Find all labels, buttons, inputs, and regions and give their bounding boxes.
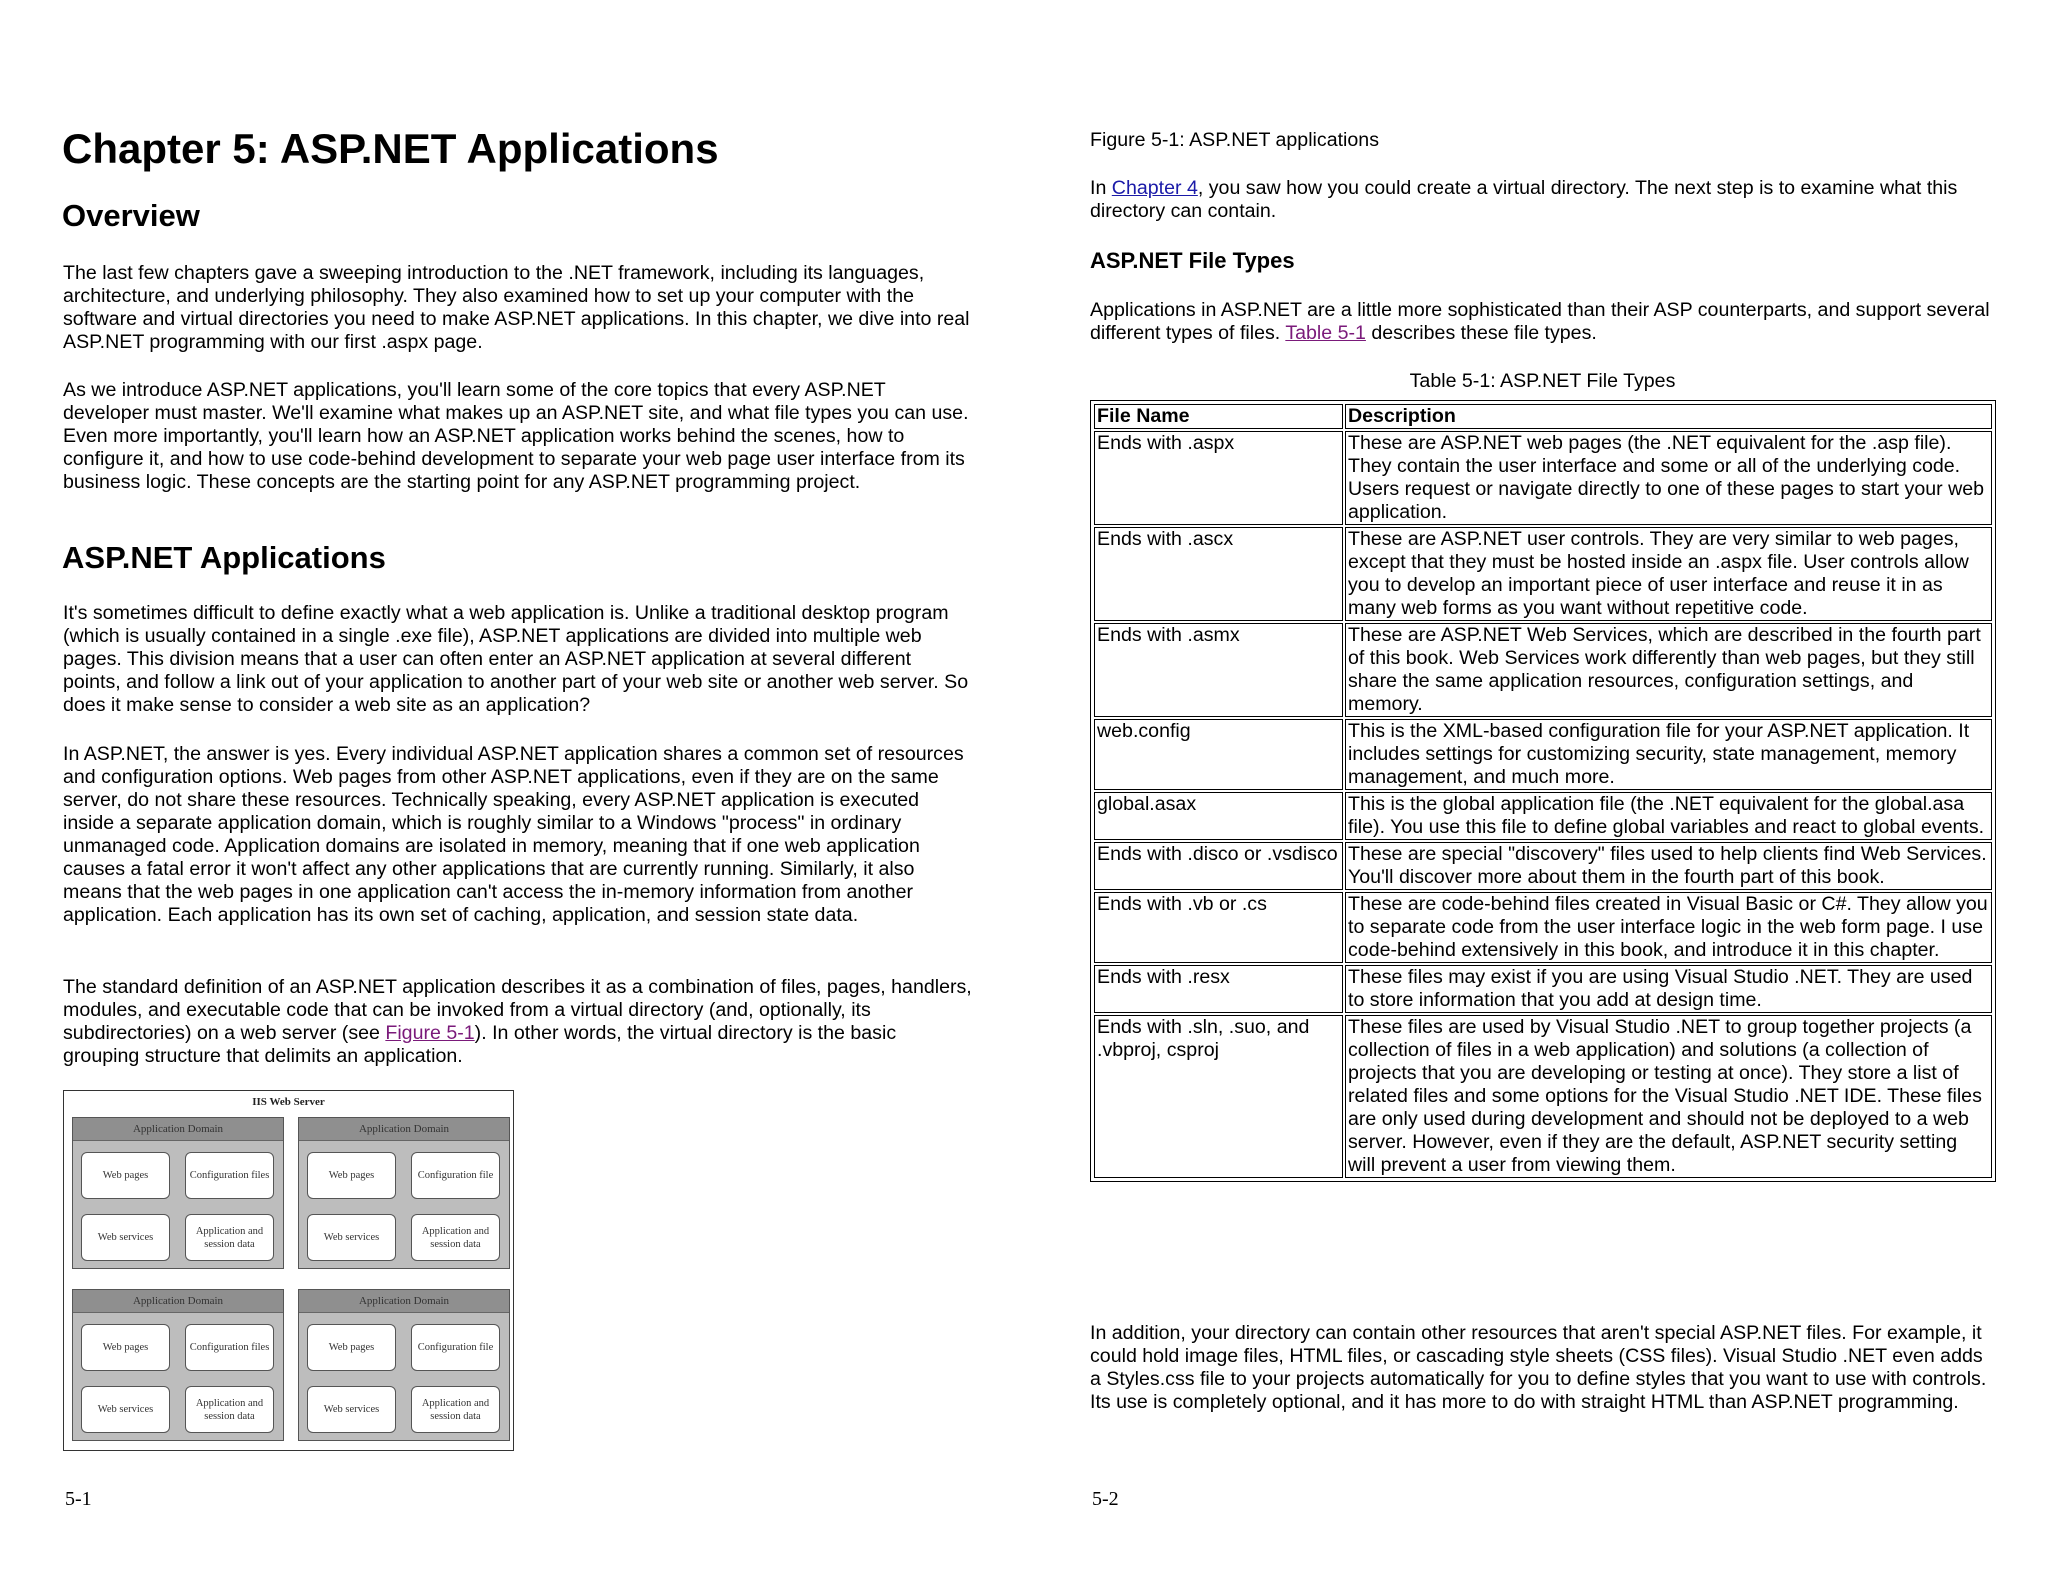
paragraph-text: ). In other words, the virtual directory is the basic grouping structure that delimits an application. (63, 1022, 897, 1067)
paragraph-text: In (1090, 177, 1112, 199)
description-cell: These files are used by Visual Studio .NET to group together projects (a collection of files in a web application) and solutions (a collection of projects that you are developing or testing at once). They store a list of related files and some options for the Visual Studio .NET IDE. These files are only used during development and should not be deployed to a web server. However, even if they are the default, ASP.NET security setting will prevent a user from viewing them. (1345, 1015, 1992, 1178)
web-services-box: Web services (81, 1214, 170, 1261)
file-name-cell: Ends with .sln, .suo, and .vbproj, csproj (1094, 1015, 1343, 1178)
configuration-box: Configuration files (185, 1324, 274, 1371)
description-cell: These are code-behind files created in Visual Basic or C#. They allow you to separate code from the user interface logic in the web form page. I use code-behind extensively in this book, and introduce it in this chapter. (1345, 892, 1992, 963)
closing-paragraph: In addition, your directory can contain other resources that aren't special ASP.NET files. For example, it could hold image files, HTML files, or cascading style sheets (CSS files). Visual Studio .NET even adds a Styles.css file to your projects automatically for you to define styles that you want to use with controls. Its use is completely optional, and it has more to do with straight HTML than ASP.NET programming. (1090, 1322, 1987, 1413)
file-types-heading: ASP.NET File Types (1090, 248, 1295, 273)
applications-heading: ASP.NET Applications (62, 540, 386, 575)
column-header-description: Description (1345, 404, 1992, 429)
description-cell: These are ASP.NET user controls. They are very similar to web pages, except that they must be hosted inside an .aspx file. User controls allow you to develop an important piece of user interface and reuse it in as many web forms as you want without repetitive code. (1345, 527, 1992, 621)
table-row (1093, 622, 1993, 718)
table-row (1093, 964, 1993, 1014)
table-row (1093, 718, 1993, 791)
application-domain (298, 1117, 510, 1269)
intro-paragraph (1090, 177, 1990, 223)
session-data-box: Application and session data (185, 1214, 274, 1261)
web-pages-box: Web pages (81, 1324, 170, 1371)
file-name-cell: web.config (1094, 719, 1343, 790)
description-cell: These are special "discovery" files used to help clients find Web Services. You'll discover more about them in the fourth part of this book. (1345, 842, 1992, 890)
table-row (1093, 791, 1993, 841)
application-domain (298, 1289, 510, 1441)
table-5-1-link[interactable]: Table 5-1 (1285, 322, 1366, 344)
overview-paragraph-2: As we introduce ASP.NET applications, you'll learn some of the core topics that every ASP.NET developer must master. We'll examine what makes up an ASP.NET site, and what file types you can use. Even more importantly, you'll learn how an ASP.NET application works behind the scenes, how to configure it, and how to use code-behind development to separate your web page user interface from its business logic. These concepts are the starting point for any ASP.NET programming project. (63, 379, 969, 493)
table-row (1093, 526, 1993, 622)
description-cell: These are ASP.NET web pages (the .NET equivalent for the .asp file). They contain the user interface and some or all of the underlying code. Users request or navigate directly to one of these pages to start your web application. (1345, 431, 1992, 525)
description-cell: This is the XML-based configuration file for your ASP.NET application. It includes settings for customizing security, state management, memory management, and much more. (1345, 719, 1992, 790)
paragraph-text: describes these file types. (1365, 322, 1597, 344)
page-number: 5-1 (65, 1488, 92, 1510)
column-header-file-name: File Name (1094, 404, 1343, 429)
file-types-paragraph (1090, 299, 1990, 345)
web-pages-box: Web pages (307, 1324, 396, 1371)
diagram-title: IIS Web Server (252, 1096, 325, 1108)
table-header-row (1093, 403, 1993, 430)
application-domain-title: Application Domain (299, 1118, 509, 1141)
description-cell: This is the global application file (the .NET equivalent for the global.asa file). You use this file to define global variables and react to global events. (1345, 792, 1992, 840)
web-pages-box: Web pages (307, 1152, 396, 1199)
file-name-cell: Ends with .asmx (1094, 623, 1343, 717)
paragraph-text: Applications in ASP.NET are a little more sophisticated than their ASP counterparts, and support several different types of files. (1090, 299, 1990, 344)
figure-caption: Figure 5-1: ASP.NET applications (1090, 129, 1379, 151)
table-row (1093, 430, 1993, 526)
web-pages-box: Web pages (81, 1152, 170, 1199)
configuration-box: Configuration file (411, 1152, 500, 1199)
applications-paragraph-1: It's sometimes difficult to define exactly what a web application is. Unlike a traditional desktop program (which is usually contained in a single .exe file), ASP.NET applications are divided into multiple web pages. This division means that a user can often enter an ASP.NET application at several different points, and follow a link out of your application to another part of your web site or another web server. So does it make sense to consider a web site as an application? (63, 602, 969, 716)
overview-paragraph-1: The last few chapters gave a sweeping introduction to the .NET framework, including its languages, architecture, and underlying philosophy. They also examined how to set up your computer with the software and virtual directories you need to make ASP.NET applications. In this chapter, we dive into real ASP.NET programming with our first .aspx page. (63, 262, 970, 353)
chapter-4-link[interactable]: Chapter 4 (1111, 177, 1198, 199)
overview-heading: Overview (62, 198, 200, 233)
page-number: 5-2 (1092, 1488, 1119, 1510)
configuration-box: Configuration file (411, 1324, 500, 1371)
iis-web-server-diagram (63, 1090, 514, 1451)
applications-paragraph-3 (63, 976, 973, 1068)
description-cell: These are ASP.NET Web Services, which are described in the fourth part of this book. Web Services work differently than web pages, but they still share the same application resources, configuration settings, and memory. (1345, 623, 1992, 717)
table-row (1093, 841, 1993, 891)
file-name-cell: Ends with .ascx (1094, 527, 1343, 621)
application-domain-title: Application Domain (73, 1118, 283, 1141)
paragraph-text: , you saw how you could create a virtual directory. The next step is to examine what this directory can contain. (1090, 177, 1958, 222)
configuration-box: Configuration files (185, 1152, 274, 1199)
web-services-box: Web services (81, 1386, 170, 1433)
applications-paragraph-2: In ASP.NET, the answer is yes. Every individual ASP.NET application shares a common set of resources and configuration options. Web pages from other ASP.NET applications, even if they are on the same server, do not share these resources. Technically speaking, every ASP.NET application is executed inside a separate application domain, which is roughly similar to a Windows "process" in ordinary unmanaged code. Application domains are isolated in memory, meaning that if one web application causes a fatal error it won't affect any other applications that are currently running. Similarly, it also means that the web pages in one application can't access the in-memory information from another application. Each application has its own set of caching, application, and session state data. (63, 743, 964, 926)
table-row (1093, 891, 1993, 964)
file-name-cell: Ends with .disco or .vsdisco (1094, 842, 1343, 890)
chapter-title: Chapter 5: ASP.NET Applications (62, 125, 719, 172)
application-domain (72, 1289, 284, 1441)
table-caption: Table 5-1: ASP.NET File Types (1409, 370, 1676, 392)
application-domain (72, 1117, 284, 1269)
session-data-box: Application and session data (411, 1214, 500, 1261)
web-services-box: Web services (307, 1386, 396, 1433)
session-data-box: Application and session data (411, 1386, 500, 1433)
file-name-cell: Ends with .vb or .cs (1094, 892, 1343, 963)
figure-5-1-link[interactable]: Figure 5-1 (385, 1022, 475, 1044)
application-domain-title: Application Domain (299, 1290, 509, 1313)
web-services-box: Web services (307, 1214, 396, 1261)
application-domain-title: Application Domain (73, 1290, 283, 1313)
file-types-table (1090, 400, 1996, 1182)
paragraph-text: The standard definition of an ASP.NET application describes it as a combination of files, pages, handlers, modules, and executable code that can be invoked from a virtual directory (and, optionally, its subdirectories) on a web server (see (63, 976, 972, 1044)
description-cell: These files may exist if you are using Visual Studio .NET. They are used to store information that you add at design time. (1345, 965, 1992, 1013)
session-data-box: Application and session data (185, 1386, 274, 1433)
file-name-cell: Ends with .resx (1094, 965, 1343, 1013)
file-name-cell: global.asax (1094, 792, 1343, 840)
table-row (1093, 1014, 1993, 1179)
file-name-cell: Ends with .aspx (1094, 431, 1343, 525)
